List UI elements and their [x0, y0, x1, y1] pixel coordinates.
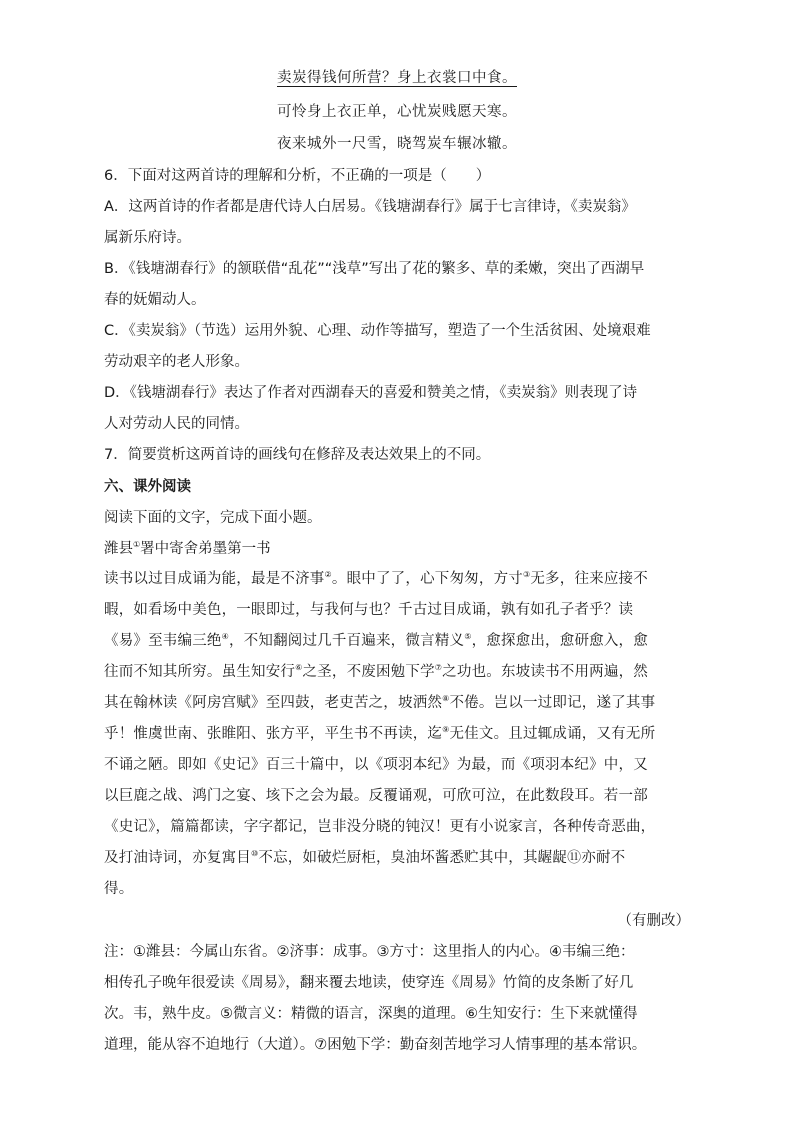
passage-text: 不倦。岂以一过即记，遂了其事 — [449, 695, 656, 711]
passage-text: 无佳文。且过辄成诵，又有无所 — [449, 726, 656, 742]
section-intro: 阅读下面的文字，完成下面小题。 — [104, 510, 322, 526]
passage-line-9: 《史记》，篇篇都读，字字都记，岂非没分晓的钝汉！更有小说家言，各种传奇恶曲， — [104, 819, 656, 835]
footnote-mark: ⑥ — [295, 663, 303, 673]
notes-line-3: 次。韦，熟牛皮。⑤微言义：精微的语言，深奥的道理。⑥生知安行：生下来就懂得 — [104, 1006, 638, 1022]
footnote-mark: ⑤ — [464, 632, 472, 642]
passage-text: ，愈探愈出，愈研愈入，愈 — [471, 633, 648, 649]
passage-title — [104, 537, 690, 558]
option-a-line-2: 属新乐府诗。 — [104, 230, 191, 246]
passage-text: 之功也。东坡读书不用两遍，然 — [442, 664, 648, 680]
footnote-mark: ⑦ — [434, 663, 443, 673]
passage-text: 乎！惟虞世南、张睢阳、张方平，平生书不再读，迄 — [104, 726, 443, 742]
footnote-mark: ⑧ — [442, 694, 450, 704]
option-c-line-2: 劳动艰辛的老人形象。 — [104, 354, 249, 370]
passage-text: 往而不知其所穷。虽生知安行 — [104, 664, 296, 680]
question-6-stem: 6．下面对这两首诗的理解和分析，不正确的一项是（ ） — [104, 168, 491, 184]
passage-line-8: 以巨鹿之战、鸿门之宴、垓下之会为最。反覆诵观，可欣可泣，在此数段耳。若一部 — [104, 788, 648, 804]
footnote-mark: ⑩ — [251, 849, 259, 859]
option-a-line-1: A．这两首诗的作者都是唐代诗人白居易。《钱塘湖春行》属于七言律诗，《卖炭翁》 — [104, 199, 636, 215]
passage-line-6 — [104, 722, 690, 743]
passage-text: 无多，往来应接不 — [530, 571, 648, 587]
option-c-line-1: C．《卖炭翁》（节选）运用外貌、心理、动作等描写，塑造了一个生活贫困、处境艰难 — [104, 323, 651, 339]
passage-text: 及打油诗词，亦复寓目 — [104, 850, 251, 866]
passage-text: 亦耐不 — [581, 850, 626, 866]
passage-line-3 — [104, 629, 690, 650]
question-7-stem: 7．简要赏析这两首诗的画线句在修辞及表达效果上的不同。 — [104, 447, 491, 463]
passage-text: 。眼中了了，心下匆匆，方寸 — [331, 571, 523, 587]
footnote-mark: ⑪ — [567, 850, 582, 866]
notes-line-4: 道理，能从容不迫地行（大道）。⑦困勉下学：勤奋刻苦地学习人情事理的基本常识。 — [104, 1037, 647, 1053]
option-d-line-1: D．《钱塘湖春行》表达了作者对西湖春天的喜爱和赞美之情，《卖炭翁》则表现了诗 — [104, 385, 638, 401]
notes-line-2: 相传孔子晚年很爱读《周易》，翻来覆去地读，使穿连《周易》竹简的皮条断了好几 — [104, 975, 634, 991]
option-b-line-2: 春的妩媚动人。 — [104, 292, 206, 308]
passage-text: 之圣，不废困勉下学 — [302, 664, 435, 680]
passage-text: 读书以过目成诵为能，最是不济事 — [104, 571, 325, 587]
passage-line-11: 得。 — [104, 881, 134, 897]
passage-text: ，不知翻阅过几千百遍来，微言精义 — [228, 633, 465, 649]
option-b-line-1: B．《钱塘湖春行》的颔联借“乱花”“浅草”写出了花的繁多、草的柔嫩，突出了西湖早 — [104, 261, 645, 277]
footnote-mark: ④ — [221, 632, 229, 642]
source-note: （有删改） — [617, 913, 690, 929]
passage-text: 不忘，如破烂厨柜，臭油坏酱悉贮其中，其龌龊 — [258, 850, 568, 866]
footnote-mark: ① — [133, 540, 141, 550]
poem-line-1: 卖炭得钱何所营？身上衣裳口中食。 — [277, 70, 517, 86]
footnote-mark: ③ — [522, 570, 531, 580]
passage-title-part-b: 署中寄舍弟墨第一书 — [140, 541, 271, 557]
passage-line-2: 暇，如看场中美色，一眼即过，与我何与也？千古过目成诵，孰有如孔子者乎？读 — [104, 602, 634, 618]
poem-line-3: 夜来城外一尺雪，晓驾炭车辗冰辙。 — [277, 136, 517, 152]
passage-line-1 — [104, 567, 690, 588]
passage-title-part-a: 潍县 — [104, 541, 133, 557]
footnote-mark: ⑨ — [442, 725, 450, 735]
passage-line-5 — [104, 691, 690, 712]
passage-text: 其在翰林读《阿房宫赋》至四鼓，老吏苦之，坡洒然 — [104, 695, 443, 711]
passage-line-4 — [104, 660, 690, 681]
poem-line-2: 可怜身上衣正单，心忧炭贱愿天寒。 — [277, 104, 517, 120]
notes-line-1: 注：①潍县：今属山东省。②济事：成事。③方寸：这里指人的内心。④韦编三绝： — [104, 944, 635, 960]
option-d-line-2: 人对劳动人民的同情。 — [104, 416, 249, 432]
passage-line-10 — [104, 846, 690, 867]
passage-line-7: 不诵之陋。即如《史记》百三十篇中，以《项羽本纪》为最，而《项羽本纪》中，又 — [104, 757, 648, 773]
footnote-mark: ② — [324, 570, 332, 580]
passage-text: 《易》至韦编三绝 — [104, 633, 222, 649]
section-heading: 六、课外阅读 — [104, 479, 191, 495]
